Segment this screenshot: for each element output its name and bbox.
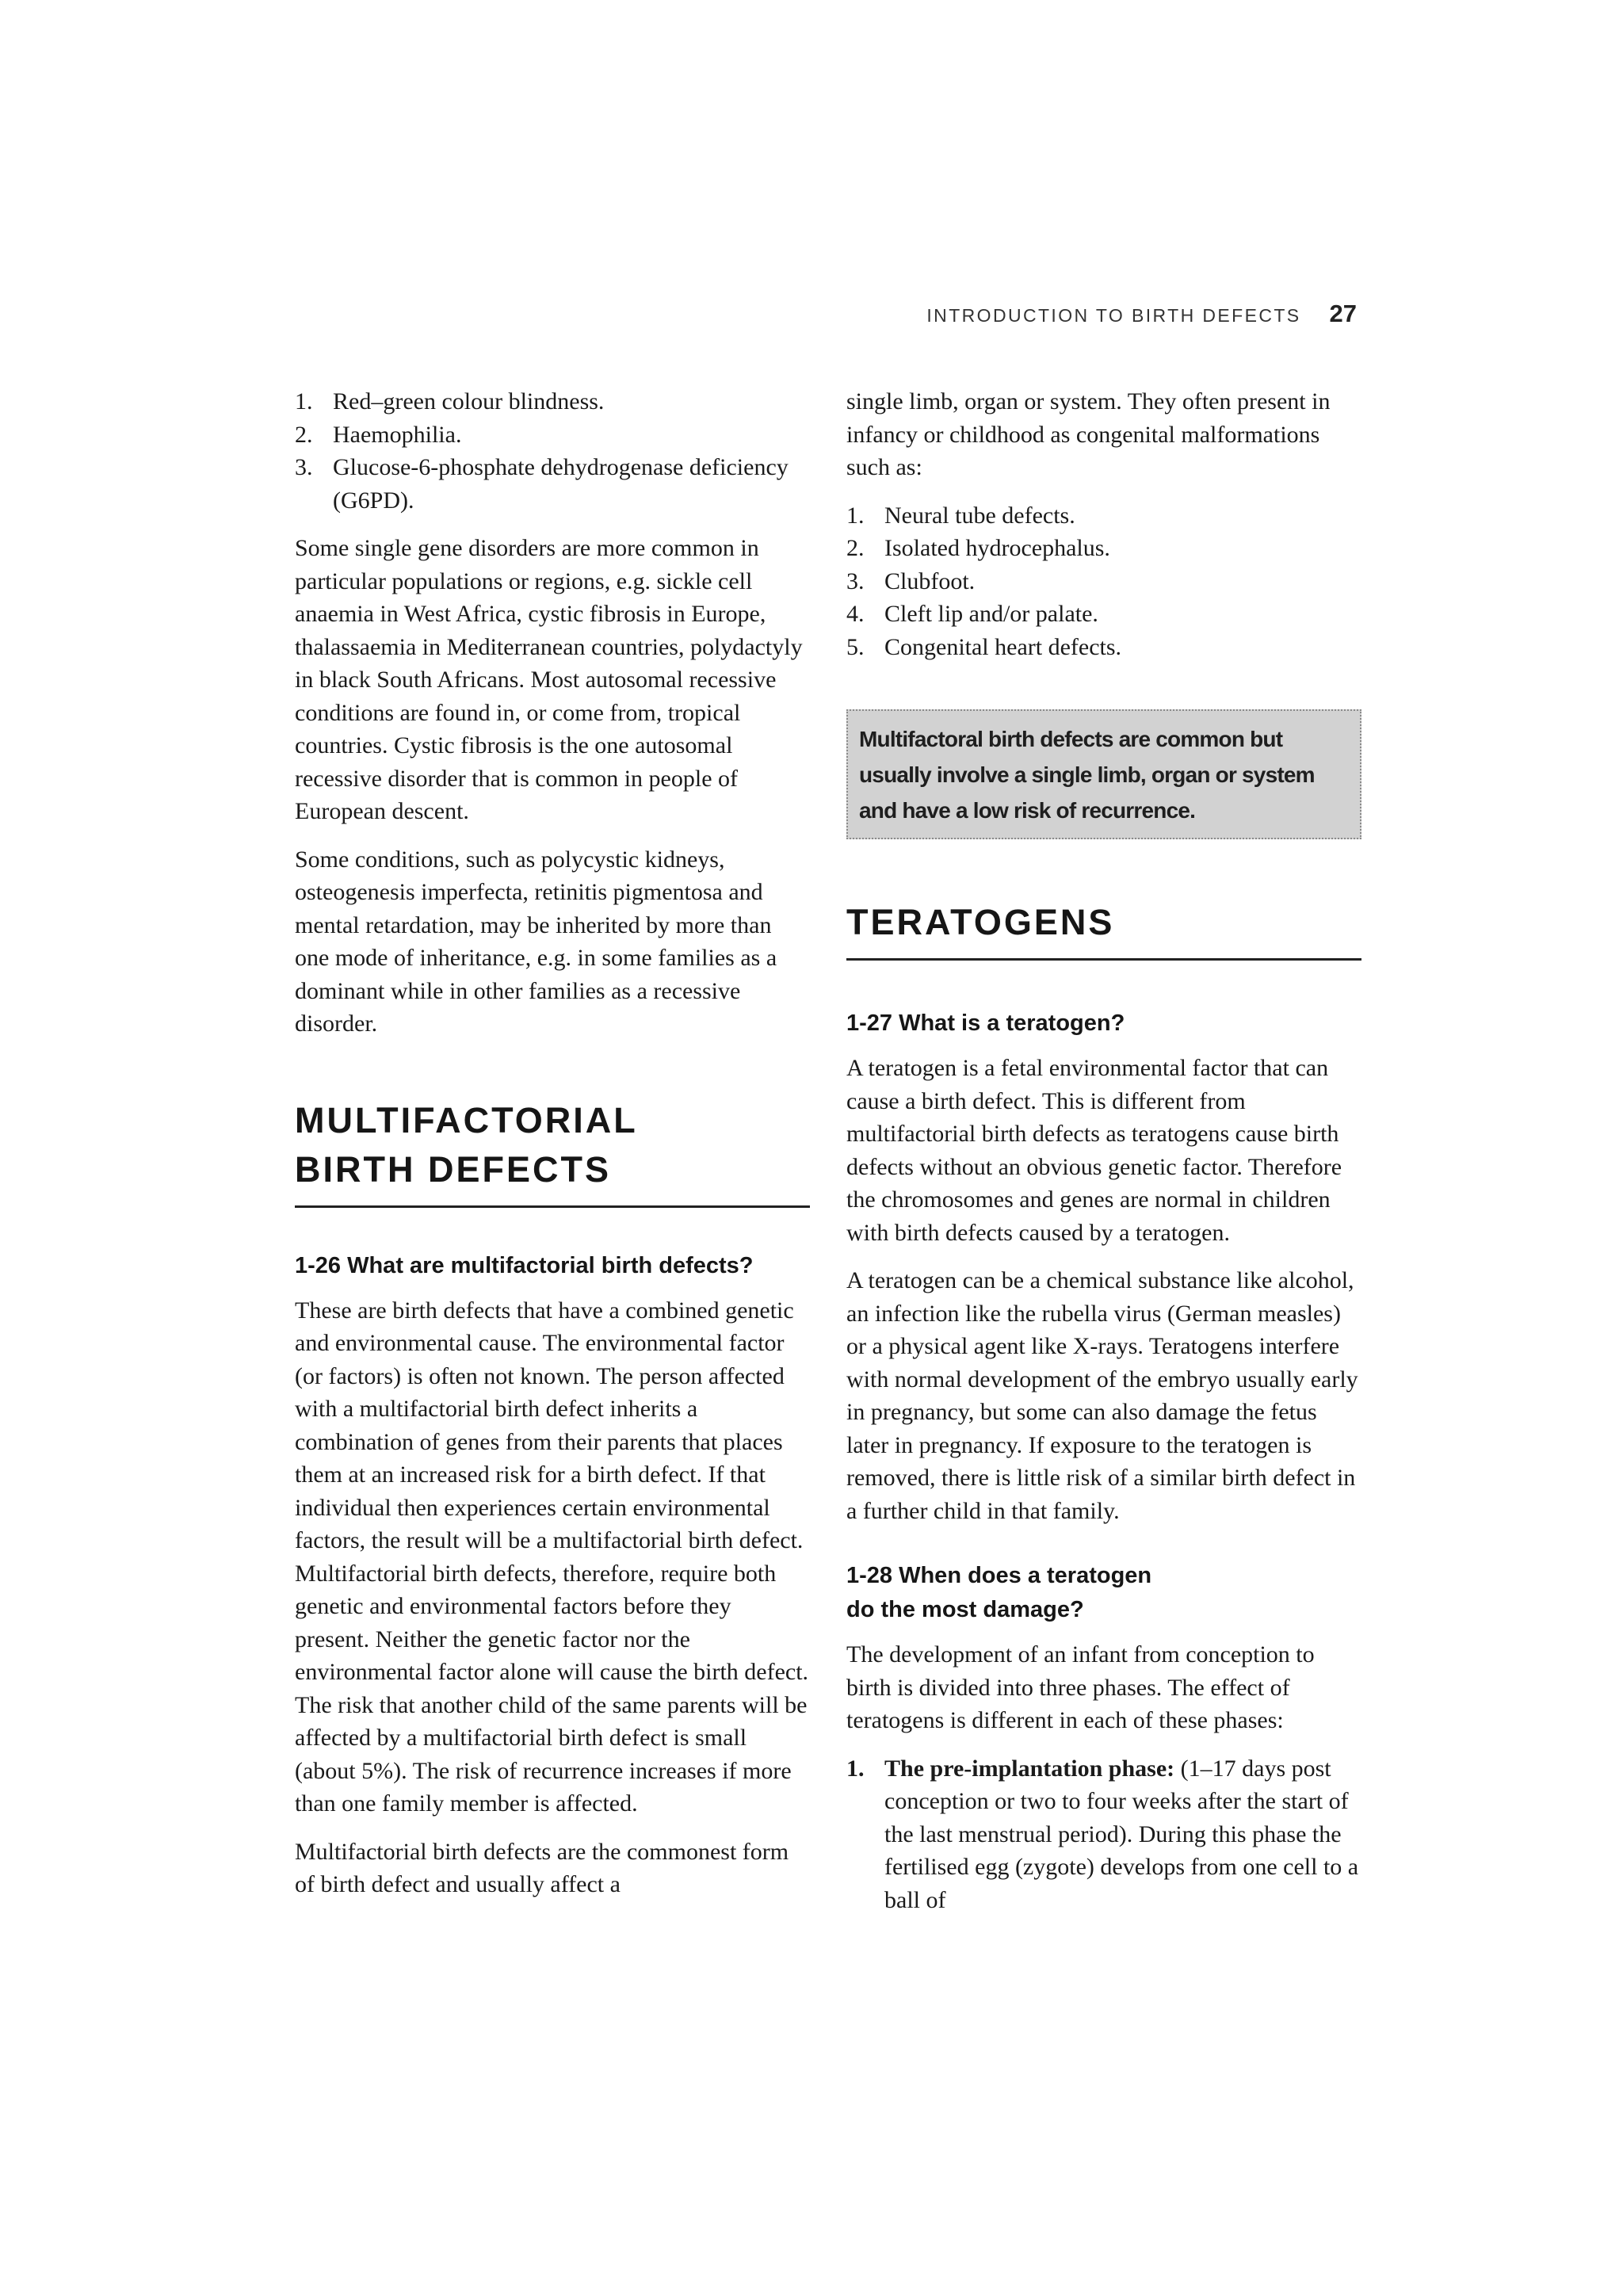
right-column	[846, 385, 1361, 1931]
list-item: 1. Neural tube defects.	[846, 502, 1075, 529]
list-item: 1. Red–green colour blindness.	[295, 388, 605, 415]
teratogen-definition-paragraph: A teratogen is a fetal environmental factor that can cause a birth defect. This is different from multifactorial birth defects as teratogens cause birth defects without an obvious genetic factor. Therefore the chromosomes and genes are normal in children with birth defects caused by a teratogen.	[846, 1055, 1342, 1246]
congenital-malformations-list	[846, 499, 1361, 664]
key-point-callout: Multifactoral birth defects are common but usually involve a single limb, organ or system and have a low risk of recurrence.	[846, 709, 1361, 839]
list-item: 3. Glucose-6-phosphate dehydrogenase deficiency (G6PD).	[295, 454, 789, 514]
teratogen-examples-paragraph: A teratogen can be a chemical substance like alcohol, an infection like the rubella virus (German measles) or a physical agent like X-rays. Teratogens interfere with normal development of the embryo usually early in pregnancy, but some can also damage the fetus later in pregnancy. If exposure to the teratogen is removed, there is little risk of a similar birth defect in a further child in that family.	[846, 1267, 1358, 1524]
phase-term: The pre-implantation phase:	[884, 1755, 1175, 1782]
continued-paragraph: single limb, organ or system. They often present in infancy or childhood as congenital malformations such as:	[846, 388, 1331, 480]
phase-description: (1–17 days post conception or two to four weeks after the start of the last menstrual period). During this phase the fertilised egg (zygote) develops from one cell to a ball of	[884, 1755, 1359, 1913]
single-gene-populations-paragraph: Some single gene disorders are more common in particular populations or regions, e.g. sickle cell anaemia in West Africa, cystic fibrosis in Europe, thalassaemia in Mediterranean countries, polydactyly in black South Africans. Most autosomal recessive conditions are found in, or come from, tropical countries. Cystic fibrosis is the one autosomal recessive disorder that is common in people of European descent.	[295, 535, 803, 824]
list-item: 5. Congenital heart defects.	[846, 633, 1122, 660]
multifactorial-definition-paragraph: These are birth defects that have a combined genetic and environmental cause. The environmental factor (or factors) is often not known. The person affected with a multifactorial birth defect inherits a combination of genes from their parents that places them at an increased risk for a birth defect. If that individual then experiences certain environmental factors, the result will be a multifactorial birth defect. Multifactorial birth defects, therefore, require both genetic and environmental factors before they present. Neither the genetic factor nor the environmental factor alone will cause the birth defect. The risk that another child of the same parents will be affected by a multifactorial birth defect is small (about 5%). The risk of recurrence increases if more than one family member is affected.	[295, 1297, 809, 1817]
development-phases-list	[846, 1752, 1361, 1917]
section-heading-multifactorial: MULTIFACTORIAL BIRTH DEFECTS	[295, 1096, 810, 1208]
development-phases-paragraph: The development of an infant from conception to birth is divided into three phases. The effect of teratogens is different in each of these phases:	[846, 1641, 1315, 1733]
list-item: 2. Isolated hydrocephalus.	[846, 535, 1110, 561]
question-heading-1-26: 1-26 What are multifactorial birth defects?	[295, 1252, 754, 1278]
multiple-inheritance-paragraph: Some conditions, such as polycystic kidneys, osteogenesis imperfecta, retinitis pigmentosa and mental retardation, may be inherited by more than one mode of inheritance, e.g. in some families as a dominant while in other families as a recessive disorder.	[295, 846, 777, 1037]
running-header	[926, 300, 1357, 328]
running-title: INTRODUCTION TO BIRTH DEFECTS	[926, 305, 1301, 326]
question-heading-1-27: 1-27 What is a teratogen?	[846, 1010, 1125, 1036]
inherited-disorders-list	[295, 385, 810, 517]
list-item: 4. Cleft lip and/or palate.	[846, 601, 1098, 627]
left-column	[295, 385, 810, 1916]
question-heading-1-28: 1-28 When does a teratogen do the most damage?	[846, 1563, 1152, 1622]
multifactorial-commonest-paragraph: Multifactorial birth defects are the commonest form of birth defect and usually affect a	[295, 1838, 789, 1897]
list-item: 1. The pre-implantation phase: (1–17 days post conception or two to four weeks after the start of the last menstrual period). During this phase the fertilised egg (zygote) develops from one cell to a ball of	[846, 1755, 1359, 1913]
list-item: 3. Clubfoot.	[846, 567, 976, 594]
list-item: 2. Haemophilia.	[295, 421, 462, 448]
page-number: 27	[1329, 300, 1357, 327]
section-heading-teratogens: TERATOGENS	[846, 898, 1361, 961]
